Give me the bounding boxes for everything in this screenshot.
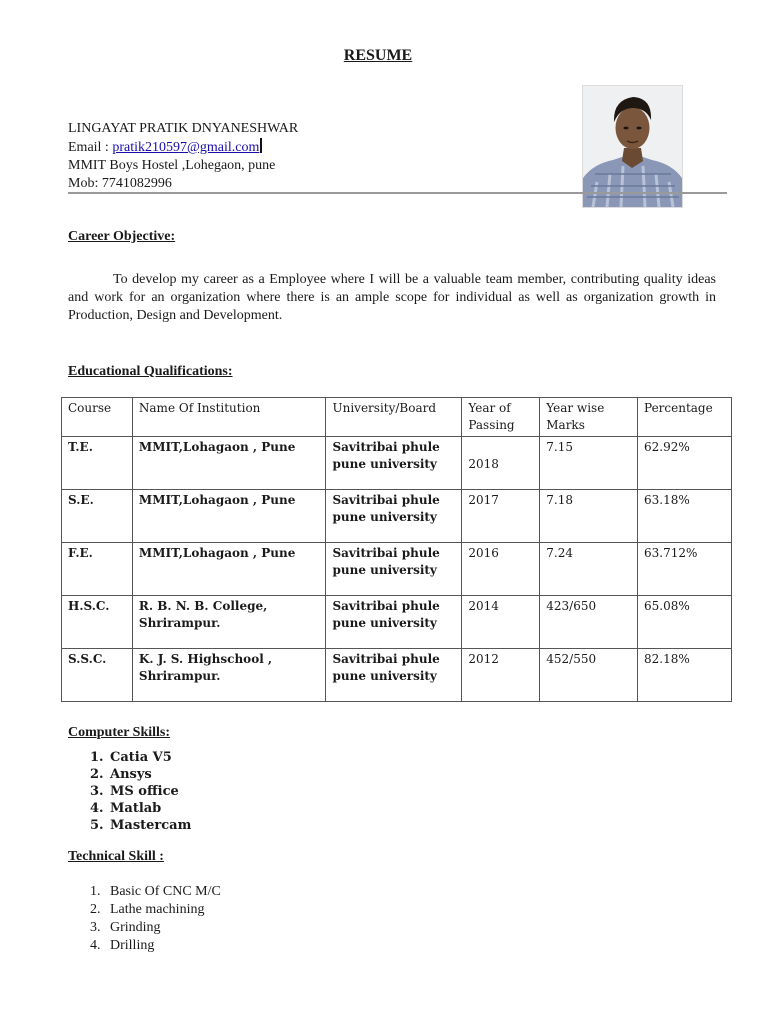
career-objective-text: To develop my career as a Employee where I will be a valuable team member, contributing quality ideas and work for an organization where there is an ample scope for individual as well as organization growth in Production, Design and Development.: [68, 272, 716, 323]
cell-course: F.E.: [62, 543, 133, 596]
cell-course: T.E.: [62, 437, 133, 490]
cell-marks: 7.24: [540, 543, 638, 596]
list-item: 5. Mastercam: [90, 818, 192, 833]
cell-year: 2018: [462, 437, 540, 490]
cell-percentage: 63.18%: [638, 490, 732, 543]
list-item: 1. Catia V5: [90, 750, 172, 765]
cell-university: Savitribai phule pune university: [326, 596, 462, 649]
computer-skills-heading: Computer Skills:: [68, 725, 171, 740]
cell-institution: R. B. N. B. College, Shrirampur.: [132, 596, 326, 649]
cell-institution: MMIT,Lohagaon , Pune: [132, 543, 326, 596]
cell-year: 2014: [462, 596, 540, 649]
cell-year: 2012: [462, 649, 540, 702]
email-link[interactable]: pratik210597@gmail.com: [112, 140, 260, 155]
candidate-name: LINGAYAT PRATIK DNYANESHWAR: [68, 121, 299, 136]
list-item: 2. Ansys: [90, 767, 152, 782]
address: MMIT Boys Hostel ,Lohegaon, pune: [68, 158, 276, 173]
table-row: [62, 543, 732, 596]
mobile-number: Mob: 7741082996: [68, 176, 172, 191]
cell-marks: 423/650: [540, 596, 638, 649]
cell-percentage: 65.08%: [638, 596, 732, 649]
header-divider: [68, 192, 727, 194]
technical-skill-heading: Technical Skill :: [68, 849, 164, 864]
text-cursor: [260, 138, 262, 153]
cell-percentage: 62.92%: [638, 437, 732, 490]
email-line: [68, 138, 298, 157]
cell-marks: 7.18: [540, 490, 638, 543]
list-item: 4. Matlab: [90, 801, 162, 816]
table-row: [62, 596, 732, 649]
cell-course: S.S.C.: [62, 649, 133, 702]
cell-institution: K. J. S. Highschool , Shrirampur.: [132, 649, 326, 702]
career-objective-heading: Career Objective:: [68, 229, 176, 244]
cell-institution: MMIT,Lohagaon , Pune: [132, 437, 326, 490]
table-row: [62, 649, 732, 702]
list-item: 3. MS office: [90, 784, 179, 799]
contact-block: [68, 120, 298, 193]
cell-university: Savitribai phule pune university: [326, 543, 462, 596]
list-item: 3. Grinding: [90, 920, 161, 935]
cell-university: Savitribai phule pune university: [326, 437, 462, 490]
cell-institution: MMIT,Lohagaon , Pune: [132, 490, 326, 543]
technical-skill-list: [90, 883, 221, 955]
cell-year: 2017: [462, 490, 540, 543]
email-label: Email :: [68, 140, 113, 155]
education-table: [61, 397, 732, 702]
cell-year: 2016: [462, 543, 540, 596]
table-row: [62, 437, 732, 490]
col-year: Year of Passing: [462, 398, 540, 437]
cell-percentage: 63.712%: [638, 543, 732, 596]
table-row: [62, 490, 732, 543]
cell-university: Savitribai phule pune university: [326, 649, 462, 702]
table-header-row: [62, 398, 732, 437]
list-item: 1. Basic Of CNC M/C: [90, 884, 221, 899]
cell-course: H.S.C.: [62, 596, 133, 649]
col-institution: Name Of Institution: [132, 398, 326, 437]
cell-marks: 7.15: [540, 437, 638, 490]
col-percentage: Percentage: [638, 398, 732, 437]
cell-course: S.E.: [62, 490, 133, 543]
col-marks: Year wise Marks: [540, 398, 638, 437]
education-heading: Educational Qualifications:: [68, 364, 233, 379]
cell-university: Savitribai phule pune university: [326, 490, 462, 543]
cell-percentage: 82.18%: [638, 649, 732, 702]
computer-skills-list: [90, 749, 191, 834]
profile-photo: [582, 85, 683, 208]
col-university: University/Board: [326, 398, 462, 437]
list-item: 2. Lathe machining: [90, 902, 205, 917]
resume-title: RESUME: [343, 47, 413, 64]
col-course: Course: [62, 398, 133, 437]
list-item: 4. Drilling: [90, 938, 155, 953]
cell-marks: 452/550: [540, 649, 638, 702]
